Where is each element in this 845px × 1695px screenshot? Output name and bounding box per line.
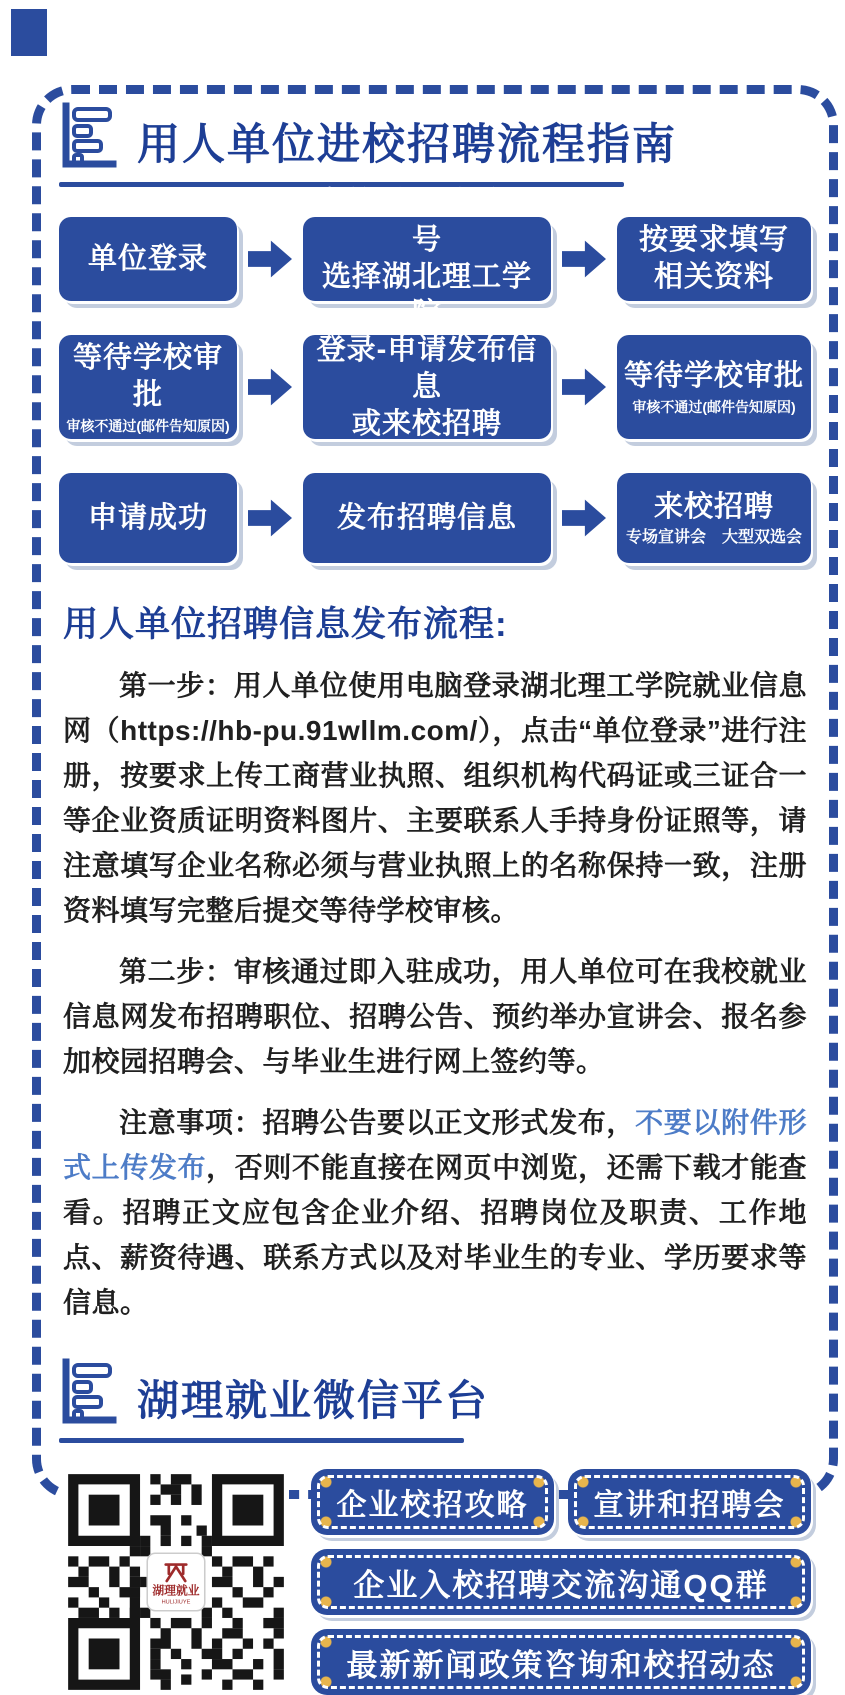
flow-step-label: 申请成功	[87, 501, 208, 534]
flow-step-note: 专场宣讲会 大型双选会	[625, 529, 802, 546]
notice-text-after: ，否则不能直接在网页中浏览，还需下载才能查看。招聘正文应包含企业介绍、招聘岗位及职责、工作地点、薪资待遇、联系方式以及对毕业生的专业、学历要求等信息。	[63, 1152, 807, 1318]
flow-section-title: 用人单位进校招聘流程指南	[137, 121, 677, 170]
flow-step-apply-success	[59, 473, 237, 563]
flow-row-2	[59, 335, 811, 439]
flow-step-note: 审核不通过(邮件告知原因)	[66, 417, 230, 434]
flow-step-label: 等待学校审批	[623, 360, 804, 392]
button-label: 企业入校招聘交流沟通QQ群	[353, 1567, 769, 1603]
button-qq-group[interactable]	[311, 1549, 811, 1615]
flow-step-label: 按要求填写	[638, 224, 789, 256]
wechat-section-title: 湖理就业微信平台	[137, 1377, 490, 1424]
article-paragraph-notice	[63, 1100, 807, 1325]
arrow-right-icon	[248, 495, 292, 541]
article	[59, 597, 811, 1325]
wechat-section-header	[59, 1359, 811, 1432]
button-label: 宣讲和招聘会	[593, 1489, 786, 1522]
flow-step-alliance-account	[303, 187, 551, 330]
article-heading: 用人单位招聘信息发布流程:	[63, 605, 508, 644]
flow-step-publish-info	[303, 473, 551, 563]
arrow-right-icon	[562, 236, 606, 282]
arrow-right-icon	[248, 364, 292, 410]
flow-step-label: 单位登录	[87, 242, 208, 275]
flow-row-3	[59, 473, 811, 563]
wechat-title-underline	[59, 1438, 464, 1443]
article-paragraph-step2: 第二步：审核通过即入驻成功，用人单位可在我校就业信息网发布招聘职位、招聘公告、预约举办宣讲会、报名参加校园招聘会、与毕业生进行网上签约等。	[63, 956, 807, 1077]
wechat-panel	[59, 1469, 811, 1695]
flow-step-login-apply	[303, 335, 551, 439]
corner-decoration-square	[11, 9, 47, 56]
flowchart	[59, 187, 811, 563]
dashed-frame	[32, 85, 838, 1683]
wechat-buttons	[311, 1469, 811, 1695]
flow-step-label: 等待学校审批	[72, 341, 223, 411]
wechat-button-row	[311, 1469, 811, 1535]
qr-logo-name: 湖理就业	[152, 1583, 200, 1598]
flow-step-note: 审核不通过(邮件告知原因)	[632, 399, 796, 415]
flow-step-label: 选择湖北理工学院	[321, 261, 532, 330]
flow-row-1	[59, 187, 811, 330]
article-paragraph-step1: 第一步：用人单位使用电脑登录湖北理工学院就业信息网（https://hb-pu.91wllm.com/），点击“单位登录”进行注册，按要求上传工商营业执照、组织机构代码证或三证合一等企业资质证明资料图片、主要联系人手持身份证照等，请注意填写企业名称必须与营业执照上的名称保持一致，注册资料填写完整后提交等待学校审核。	[63, 670, 807, 926]
flow-step-label: 发布招聘信息	[336, 501, 517, 534]
arrow-right-icon	[248, 236, 292, 282]
notice-text-before: 注意事项：招聘公告要以正文形式发布，	[119, 1107, 636, 1138]
flow-step-label: 相关资料	[653, 261, 774, 293]
flow-section-header	[59, 103, 811, 176]
qr-code	[59, 1469, 293, 1695]
bar-chart-icon	[59, 1359, 115, 1432]
flow-step-wait-approval-1	[59, 335, 237, 439]
arrow-right-icon	[562, 495, 606, 541]
flow-step-label: 高校联盟 申请账号	[317, 187, 537, 256]
button-label: 最新新闻政策咨询和校招动态	[346, 1647, 776, 1683]
flow-step-label: 登录-申请发布信息	[316, 333, 538, 403]
notice-highlight-text: 不要以附件形式上传发布	[63, 1107, 807, 1183]
button-campus-recruit-guide[interactable]	[311, 1469, 554, 1535]
qr-center-logo	[147, 1553, 205, 1611]
button-label: 企业校招攻略	[336, 1489, 529, 1522]
bar-chart-icon	[59, 103, 115, 176]
arrow-right-icon	[562, 364, 606, 410]
qr-logo-caption: HULIJIUYE	[161, 1599, 191, 1606]
flow-step-label: 来校招聘	[653, 491, 774, 523]
flow-step-wait-approval-2	[617, 335, 811, 439]
flow-step-campus-recruit	[617, 473, 811, 563]
button-news-and-policy[interactable]	[311, 1629, 811, 1695]
button-talks-and-job-fairs[interactable]	[568, 1469, 811, 1535]
flow-step-fill-info	[617, 217, 811, 301]
flow-step-unit-login	[59, 217, 237, 301]
flow-step-label: 或来校招聘	[351, 407, 502, 440]
